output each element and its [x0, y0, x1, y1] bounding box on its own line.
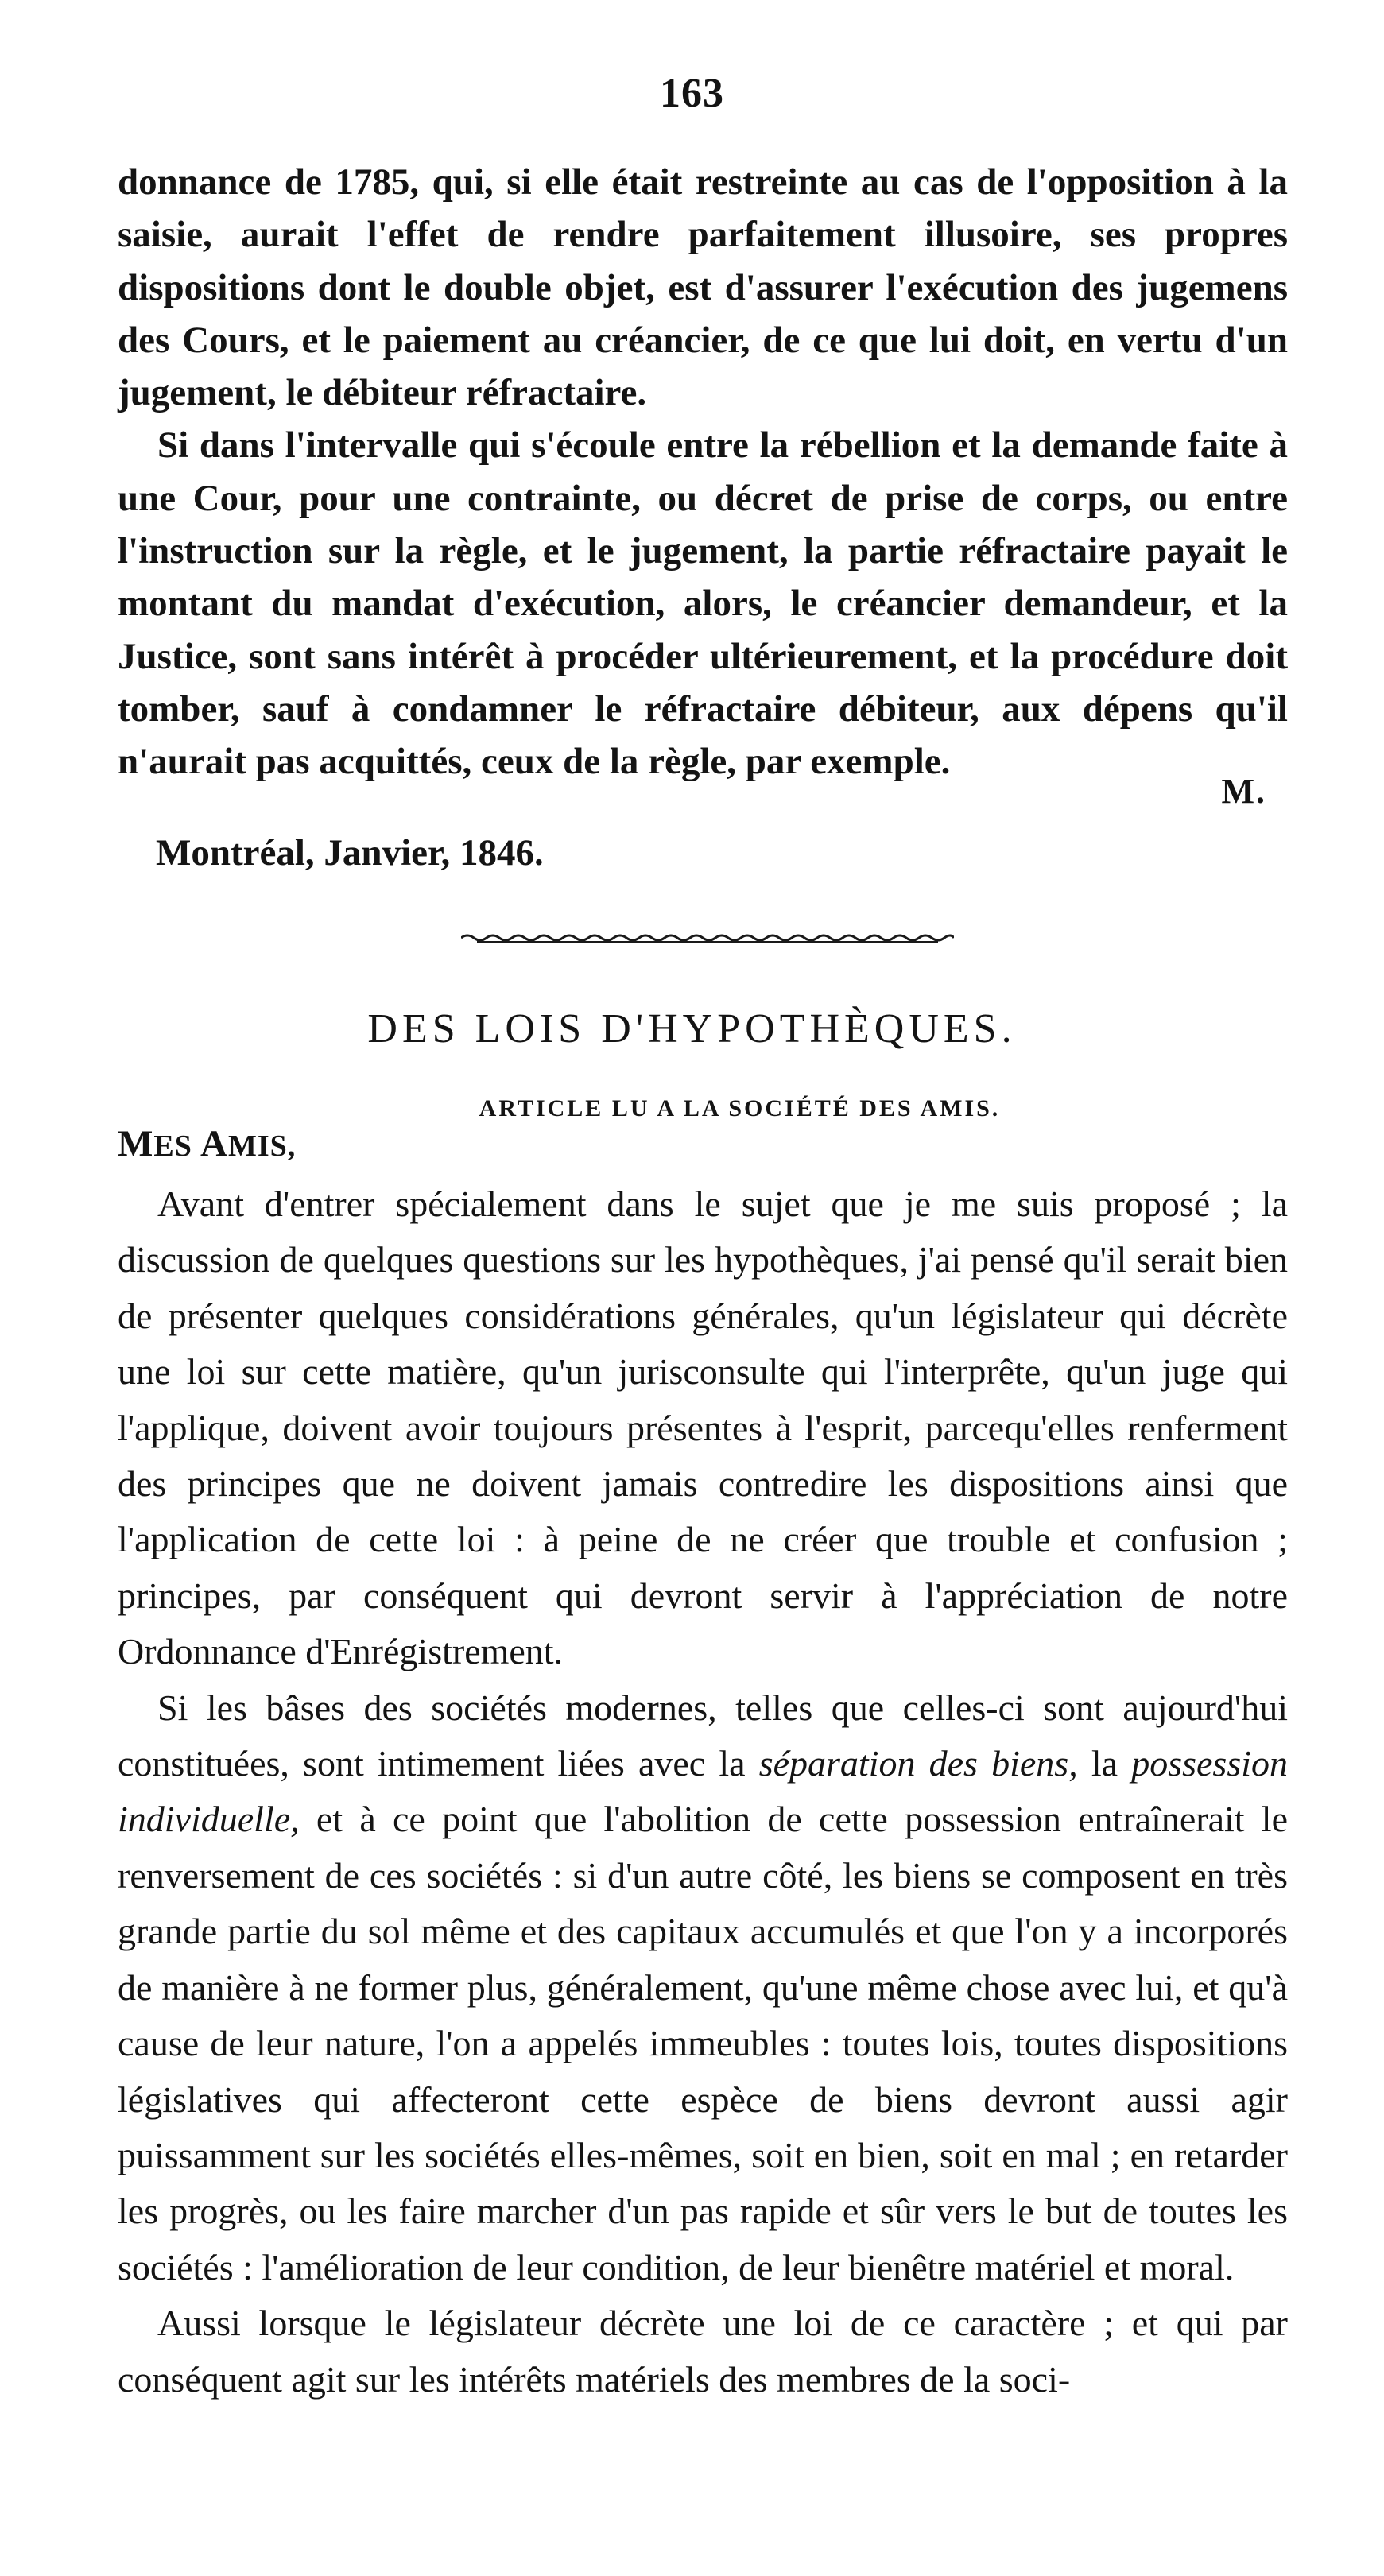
- text-run: Si les bâses des sociétés modernes, telles que celles-ci sont aujourd'hui constituées, sont intimement liées avec la: [118, 1687, 1288, 1784]
- article-body: [118, 1176, 1288, 2407]
- author-signature: M.: [1221, 772, 1266, 811]
- body-paragraph: Si dans l'intervalle qui s'écoule entre la rébellion et la demande faite à une Cour, pour une contrainte, ou décret de prise de corps, ou entre l'instruction sur la règle, et le jugement, la partie réfractaire payait le montant du mandat d'exécution, alors, le créancier demandeur, et la Justice, sont sans intérêt à procéder ultérieurement, et la procédure doit tomber, sauf à condamner le réfractaire débiteur, aux dépens qu'il n'aurait pas acquittés, ceux de la règle, par exemple.: [118, 424, 1288, 783]
- salutation-initial: A: [200, 1123, 228, 1164]
- text-run: et à ce point que l'abolition de cette possession entraînerait le renversement de ces sociétés : si d'un autre côté, les biens se composent en très grande partie du sol même et des capitaux accumulés et que l'on y a incorporés de manière à ne former plus, généralement, qu'une même chose avec lui, et qu'à cause de leur nature, l'on a appelés immeubles : toutes lois, toutes dispositions législatives qui affecteront cette espèce de biens devront aussi agir puissamment sur les sociétés elles-mêmes, soit en bien, soit en mal ; en retarder les progrès, ou les faire marcher d'un pas rapide et sûr vers le but de toutes les sociétés : l'amélioration de leur condition, de leur bienêtre matériel et moral.: [118, 1799, 1288, 2287]
- dateline: Montréal, Janvier, 1846.: [156, 832, 544, 874]
- body-paragraph: donnance de 1785, qui, si elle était restreinte au cas de l'opposition à la saisie, aurait l'effet de rendre parfaitement illusoire, ses propres dispositions dont le double objet, est d'assurer l'exécution des jugemens des Cours, et le paiement au créancier, de ce que lui doit, en vertu d'un jugement, le débiteur réfractaire.: [118, 161, 1288, 414]
- continued-article: [118, 156, 1288, 788]
- salutation-smallcaps: MIS,: [227, 1129, 297, 1163]
- body-paragraph: Avant d'entrer spécialement dans le sujet que je me suis proposé ; la discussion de quelques questions sur les hypothèques, j'ai pensé qu'il serait bien de présenter quelques considérations générales, qu'un législateur qui décrète une loi sur cette matière, qu'un jurisconsulte qui l'interprête, qu'un juge qui l'applique, doivent avoir toujours présentes à l'esprit, parcequ'elles renferment des principes que ne doivent jamais contredire les dispositions ainsi que l'application de cette loi : à peine de ne créer que trouble et confusion ; principes, par conséquent qui devront servir à l'appréciation de notre Ordonnance d'Enrégistrement.: [118, 1183, 1288, 1672]
- salutation-initial: M: [118, 1123, 154, 1164]
- body-paragraph: Aussi lorsque le législateur décrète une loi de ce caractère ; et qui par conséquent agit sur les intérêts matériels des membres de la soci-: [118, 2303, 1288, 2400]
- salutation-smallcaps: ES: [153, 1129, 192, 1163]
- italic-phrase: possession individuelle,: [118, 1743, 1289, 1840]
- page-number: 163: [660, 71, 724, 116]
- section-divider-ornament: [461, 928, 954, 947]
- text-run: la: [1077, 1743, 1132, 1784]
- salutation: [118, 1122, 296, 1165]
- body-paragraph: [118, 1680, 1288, 2295]
- section-subtitle: ARTICLE LU A LA SOCIÉTÉ DES AMIS.: [479, 1095, 1001, 1121]
- italic-phrase: séparation des biens,: [758, 1743, 1078, 1784]
- section-title: DES LOIS D'HYPOTHÈQUES.: [367, 1006, 1017, 1052]
